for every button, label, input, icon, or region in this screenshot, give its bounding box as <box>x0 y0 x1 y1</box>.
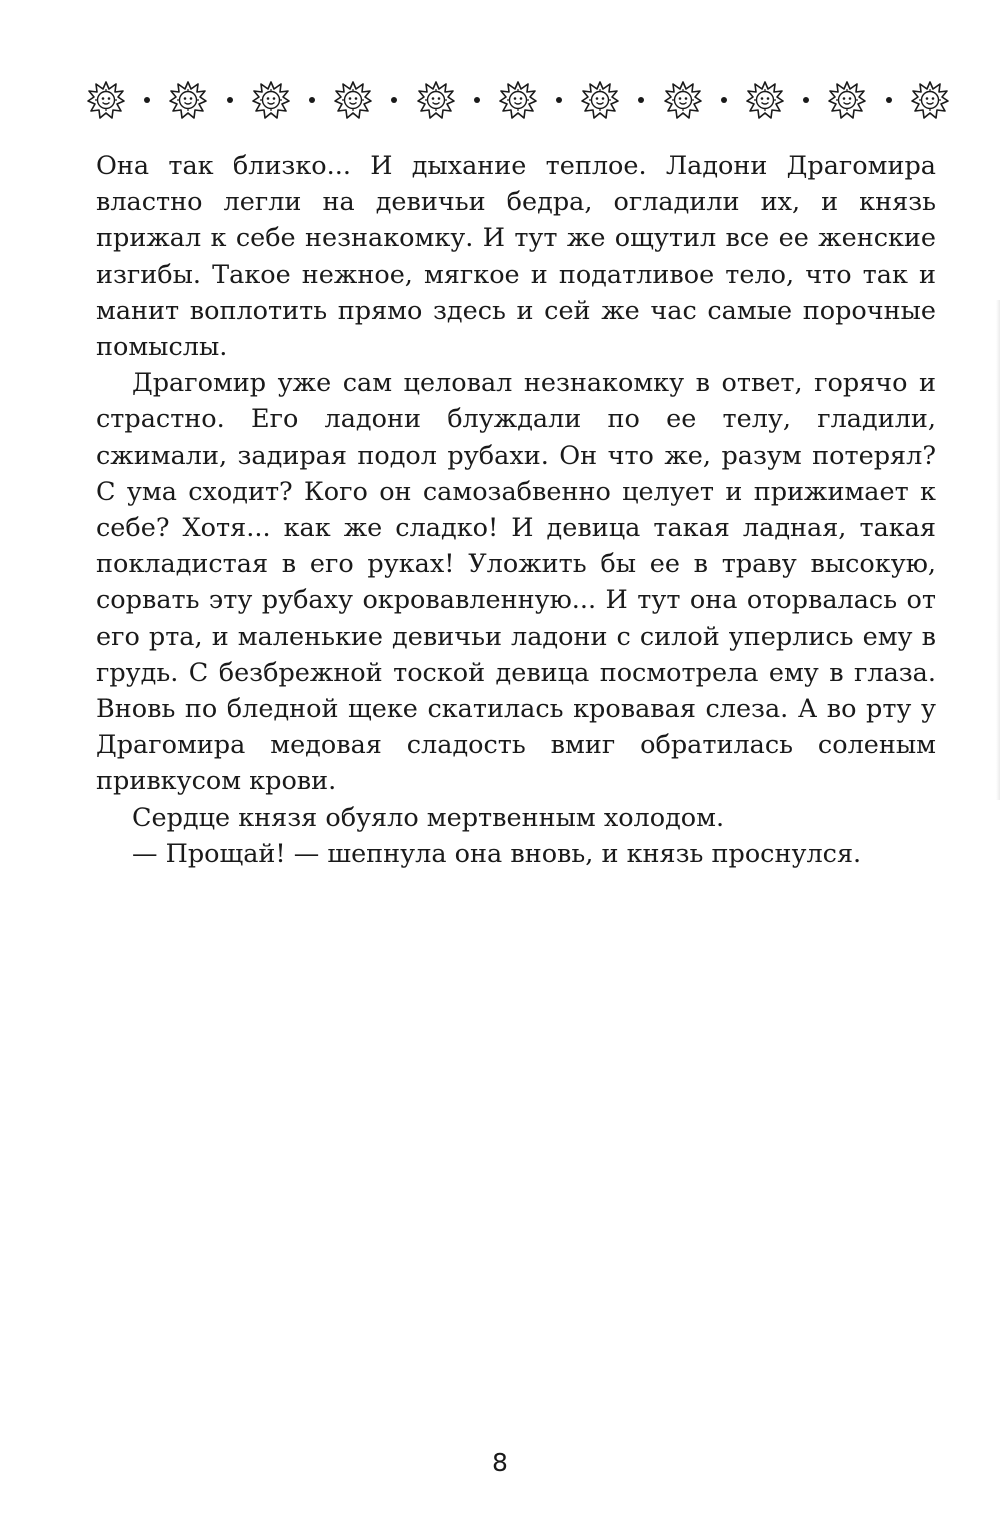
page-edge-shadow <box>996 300 1000 800</box>
dot-icon <box>803 97 809 103</box>
sun-face-icon <box>86 80 126 120</box>
dot-icon <box>886 97 892 103</box>
paragraph-2: Драгомир уже сам целовал незнакомку в ответ, горячо и страстно. Его ладони блуждали по ее телу, гладили, сжимали, задирая подол рубахи. Он что же, разум потерял? С ума сходит? Кого он самозабвенно целует и прижимает к себе? Хотя... как же сладко! И девица такая ладная, такая покладистая в его руках! Уложить бы ее в траву высокую, сорвать эту рубаху окровавленную... И тут она оторвалась от его рта, и маленькие девичьи ладони с силой уперлись ему в грудь. С безбрежной тоской девица посмотрела ему в глаза. Вновь по бледной щеке скатилась кровавая слеза. А во рту у Драгомира медовая сладость вмиг обратилась соленым привкусом крови. <box>96 368 936 797</box>
sun-face-icon <box>498 80 538 120</box>
paragraph-3: Сердце князя обуяло мертвенным холодом. <box>132 802 725 833</box>
dot-icon <box>144 97 150 103</box>
sun-face-icon <box>745 80 785 120</box>
main-text <box>96 148 936 872</box>
sun-face-icon <box>251 80 291 120</box>
page-number: 8 <box>492 1448 508 1477</box>
dot-icon <box>391 97 397 103</box>
dot-icon <box>227 97 233 103</box>
ornament-header <box>86 78 950 122</box>
dot-icon <box>638 97 644 103</box>
sun-face-icon <box>910 80 950 120</box>
sun-face-icon <box>168 80 208 120</box>
dot-icon <box>474 97 480 103</box>
sun-face-icon <box>663 80 703 120</box>
paragraph-4: — Прощай! — шепнула она вновь, и князь проснулся. <box>132 838 862 869</box>
sun-face-icon <box>827 80 867 120</box>
sun-face-icon <box>580 80 620 120</box>
paragraph-1: Она так близко... И дыхание теплое. Ладони Драгомира властно легли на девичьи бедра, огладили их, и князь прижал к себе незнакомку. И тут же ощутил все ее женские изгибы. Такое нежное, мягкое и податливое тело, что так и манит воплотить прямо здесь и сей же час самые порочные помыслы. <box>96 151 936 363</box>
sun-face-icon <box>416 80 456 120</box>
dot-icon <box>309 97 315 103</box>
dot-icon <box>556 97 562 103</box>
dot-icon <box>721 97 727 103</box>
sun-face-icon <box>333 80 373 120</box>
